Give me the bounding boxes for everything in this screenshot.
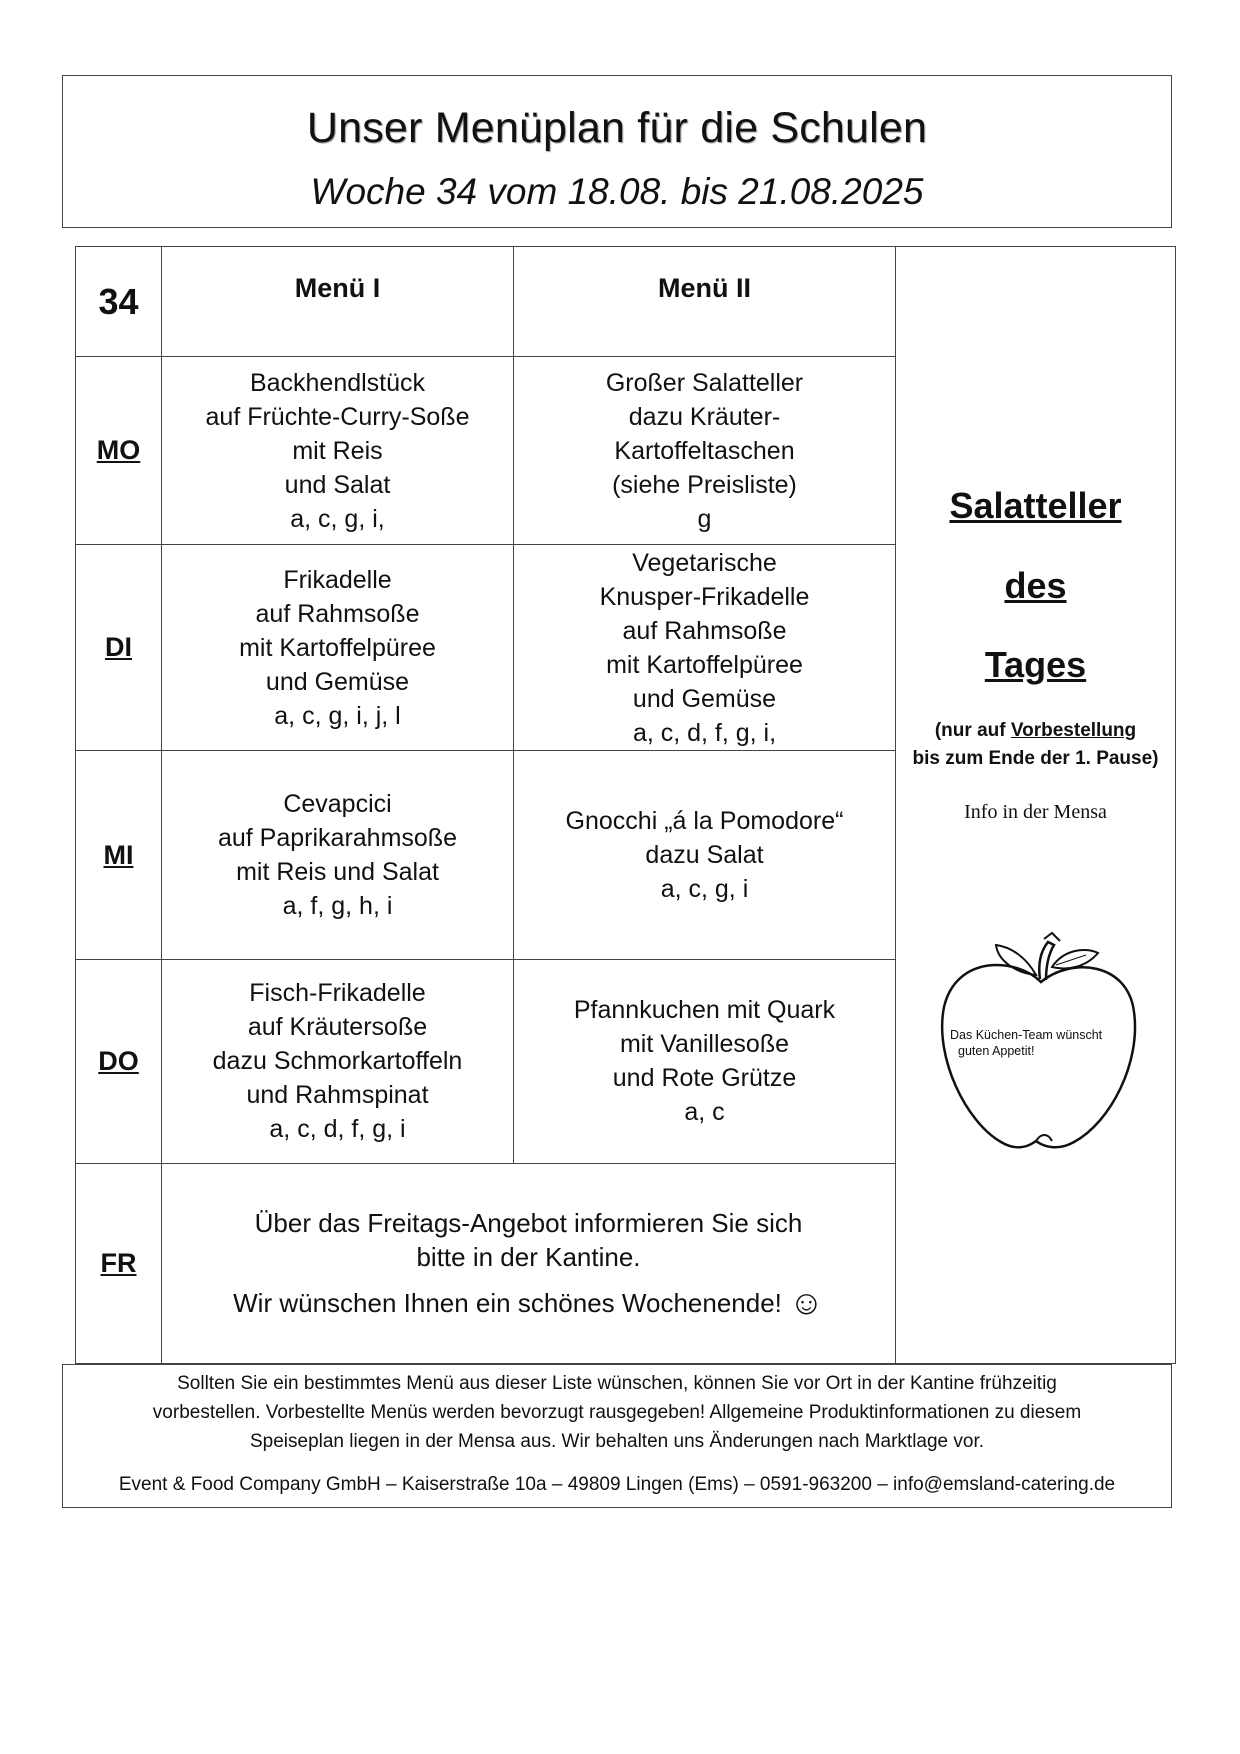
dish-line: auf Paprikarahmsoße [217,824,457,852]
footer-line2: vorbestellen. Vorbestellte Menüs werden bevorzugt rausgegeben! Allgemeine Produktinformationen zu diesem [152,1402,1082,1423]
dish-line: und Rahmspinat [246,1081,429,1110]
menu1-cell [162,959,514,1163]
dish-line: Pfannkuchen mit Quark [573,996,836,1025]
page-subtitle: Woche 34 vom 18.08. bis 21.08.2025 [310,171,924,212]
apple-illustration [936,927,1146,1157]
preorder-note-line2: bis zum Ende der 1. Pause) [912,748,1159,769]
footer-box [62,1364,1172,1508]
dish-line: Cevapcici [283,790,392,818]
preorder-note [896,717,1175,773]
info-text: Info in der Mensa [964,801,1107,823]
footer-line3: Speiseplan liegen in der Mensa aus. Wir behalten uns Änderungen nach Marktlage vor. [249,1431,985,1452]
friday-line3-wrap [162,1284,895,1323]
allergen-line: a, c, d, f, g, i, [632,718,777,747]
salad-title-line1: Salatteller [949,485,1122,526]
salad-side-panel [896,247,1176,1364]
table-header-row [76,247,1176,357]
dish-line: Fisch-Frikadelle [249,979,426,1008]
dish-line: (siehe Preisliste) [612,470,797,499]
dish-line: mit Reis und Salat [236,858,439,886]
menu1-cell [162,751,514,959]
allergen-line: a, c, g, i, [290,504,385,533]
dish-line: Knusper-Frikadelle [599,582,810,611]
menu2-heading: Menü II [514,247,896,357]
day-label: MO [76,357,162,545]
dish-line: und Gemüse [265,667,410,696]
menu1-cell [162,545,514,751]
footer-line1: Sollten Sie ein bestimmtes Menü aus dieser Liste wünschen, können Sie vor Ort in der Kantine frühzeitig [177,1373,1057,1394]
day-label: DI [76,545,162,751]
preorder-note-prefix: (nur auf [934,720,1011,741]
dish-line: Frikadelle [283,565,392,594]
preorder-note-underlined: Vorbestellung [1010,720,1137,741]
footer-contact: Event & Food Company GmbH – Kaiserstraße 10a – 49809 Lingen (Ems) – 0591-963200 – info@emsland-catering.de [118,1474,1116,1495]
friday-line2: bitte in der Kantine. [416,1242,641,1273]
dish-line: dazu Kräuter- [628,402,781,431]
dish-line: und Rote Grütze [612,1064,797,1093]
dish-line: auf Kräutersoße [247,1013,428,1042]
dish-line: mit Vanillesoße [619,1030,790,1059]
week-number: 34 [76,247,162,357]
dish-line: mit Kartoffelpüree [239,633,436,662]
header-box [62,75,1172,228]
dish-line: und Salat [284,470,391,499]
menu-table [75,246,1176,1364]
menu1-cell [162,357,514,545]
allergen-line: a, c, g, i, j, l [274,701,401,730]
apple-text-line2: guten Appetit! [958,1044,1035,1058]
day-label: MI [76,751,162,959]
menu2-cell [514,357,896,545]
allergen-line: a, c, d, f, g, i [269,1115,406,1144]
dish-line: Backhendlstück [249,368,426,397]
allergen-line: g [697,504,712,533]
friday-line3: Wir wünschen Ihnen ein schönes Wochenende! [233,1288,782,1319]
friday-message [162,1163,896,1363]
day-label: DO [76,959,162,1163]
menu2-cell [514,545,896,751]
day-label: FR [76,1163,162,1363]
dish-line: auf Früchte-Curry-Soße [205,402,470,431]
friday-line1: Über das Freitags-Angebot informieren Sie sich [254,1208,803,1239]
dish-line: Kartoffeltaschen [614,436,795,465]
dish-line: und Gemüse [632,684,777,713]
dish-line: auf Rahmsoße [255,599,420,628]
dish-line: auf Rahmsoße [622,616,787,645]
salad-title-line2: des [1004,565,1067,606]
allergen-line: a, f, g, h, i [282,892,393,920]
dish-line: dazu Salat [645,841,764,869]
dish-line: Gnocchi „á la Pomodore“ [565,807,844,835]
smiley-icon: ☺ [789,1284,824,1323]
salad-title-line3: Tages [984,644,1087,685]
menu2-cell [514,751,896,959]
menu2-cell [514,959,896,1163]
apple-text-line1: Das Küchen-Team wünscht [950,1028,1103,1042]
dish-line: mit Reis [292,436,383,465]
dish-line: mit Kartoffelpüree [606,650,803,679]
allergen-line: a, c, g, i [660,875,749,903]
menu1-heading: Menü I [162,247,514,357]
dish-line: Vegetarische [632,548,777,577]
allergen-line: a, c [684,1098,725,1127]
dish-line: Großer Salatteller [605,368,804,397]
dish-line: dazu Schmorkartoffeln [212,1047,463,1076]
page-title: Unser Menüplan für die Schulen [306,104,928,152]
